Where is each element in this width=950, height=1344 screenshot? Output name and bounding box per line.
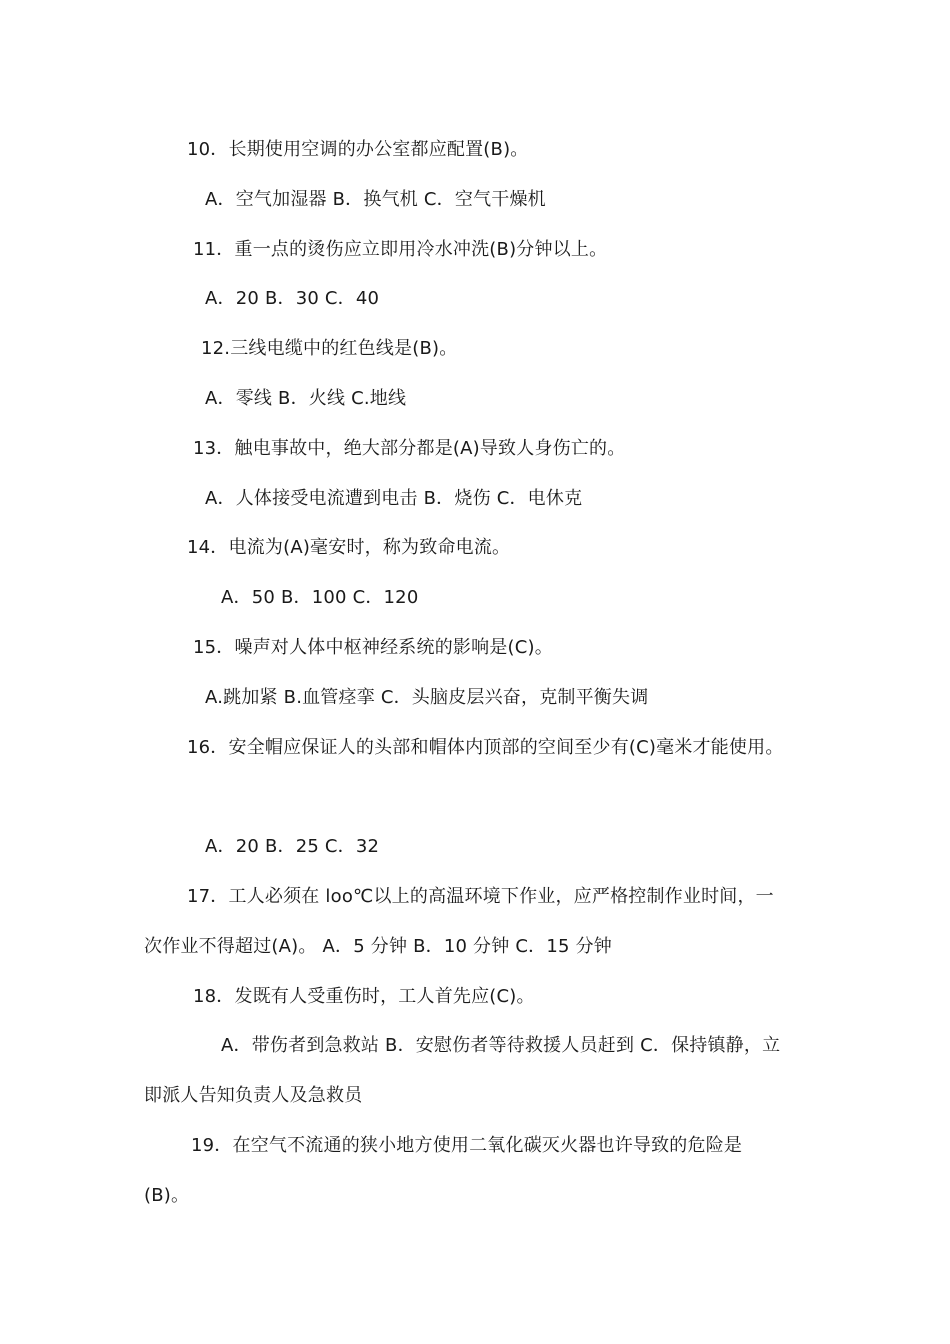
- question-13: 13．触电事故中，绝大部分都是(A)导致人身伤亡的。: [193, 438, 626, 459]
- question-18: 18．发既有人受重伤时，工人首先应(C)。: [193, 986, 535, 1007]
- options-16: A．20 B．25 C．32: [205, 836, 380, 857]
- question-17-line-2: 次作业不得超过(A)。 A．5 分钟 B．10 分钟 C．15 分钟: [144, 936, 612, 957]
- question-19-line-1: 19．在空气不流通的狭小地方使用二氧化碳灭火器也许导致的危险是: [191, 1135, 743, 1156]
- options-15: A.跳加紧 B.血管痉挛 C．头脑皮层兴奋，克制平衡失调: [205, 687, 649, 708]
- question-17-line-1: 17．工人必须在 loo℃以上的高温环境下作业，应严格控制作业时间，一: [187, 886, 774, 907]
- question-19-line-2: (B)。: [144, 1185, 190, 1206]
- options-14: A．50 B．100 C．120: [221, 587, 419, 608]
- question-10: 10．长期使用空调的办公室都应配置(B)。: [187, 139, 529, 160]
- question-12: 12.三线电缆中的红色线是(B)。: [201, 338, 458, 359]
- options-18-line-1: A．带伤者到急救站 B．安慰伤者等待救援人员赶到 C．保持镇静，立: [221, 1035, 781, 1056]
- options-18-line-2: 即派人告知负责人及急救员: [144, 1085, 363, 1106]
- options-13: A．人体接受电流遭到电击 B．烧伤 C．电休克: [205, 488, 583, 509]
- question-16: 16．安全帽应保证人的头部和帽体内顶部的空间至少有(C)毫米才能使用。: [187, 737, 784, 758]
- options-10: A．空气加湿器 B．换气机 C．空气干燥机: [205, 189, 546, 210]
- question-14: 14．电流为(A)毫安时，称为致命电流。: [187, 537, 511, 558]
- options-12: A．零线 B．火线 C.地线: [205, 388, 407, 409]
- question-11: 11．重一点的烫伤应立即用冷水冲洗(B)分钟以上。: [193, 239, 608, 260]
- question-15: 15．噪声对人体中枢神经系统的影响是(C)。: [193, 637, 553, 658]
- options-11: A．20 B．30 C．40: [205, 288, 380, 309]
